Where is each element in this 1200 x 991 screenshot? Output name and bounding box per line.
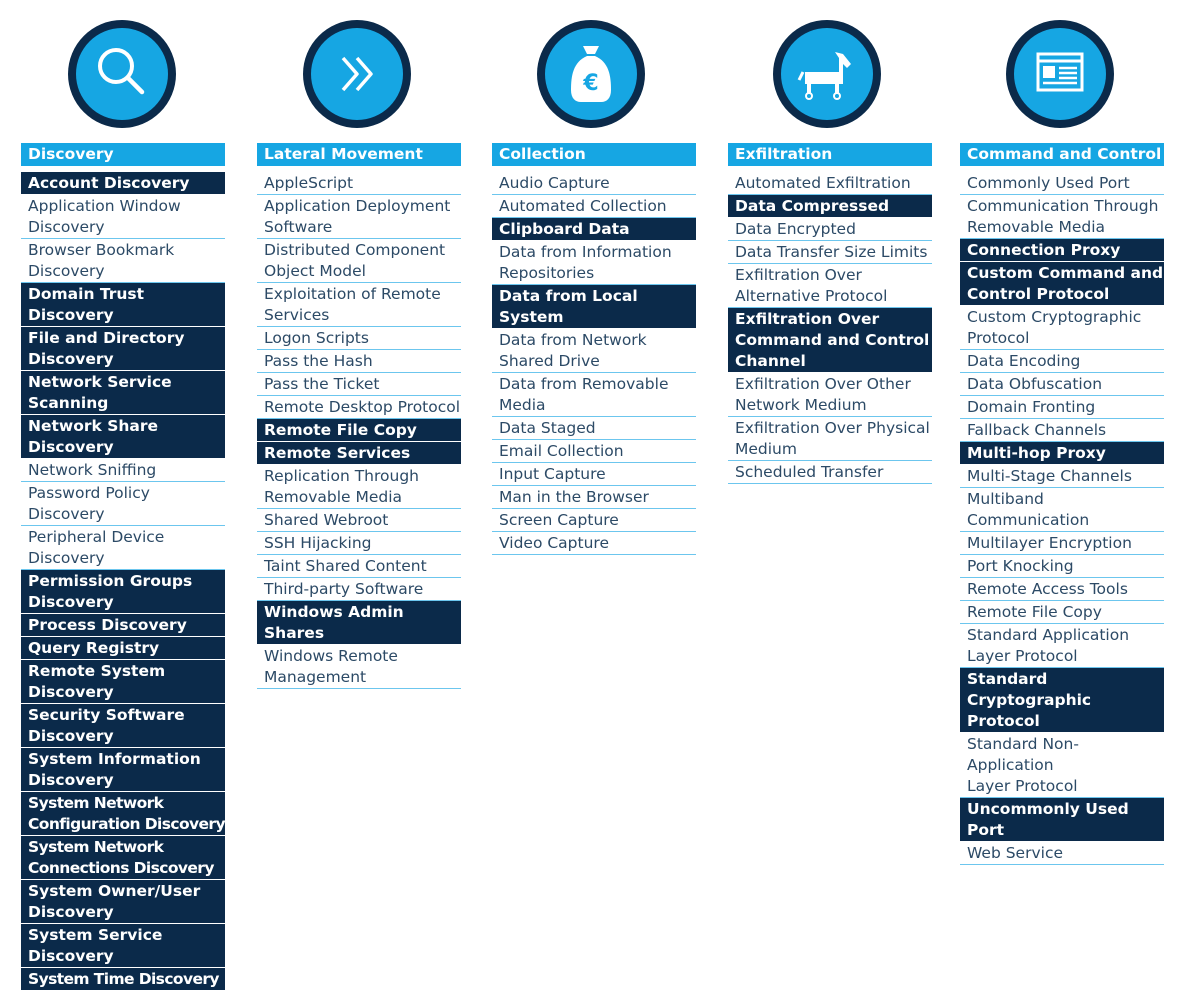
lateral-movement-technique: Logon Scripts	[257, 327, 461, 350]
discovery-technique: Query Registry	[21, 637, 225, 660]
collection-technique: Data from Removable Media	[492, 373, 696, 417]
browser-window-icon	[1014, 28, 1106, 120]
command-and-control-technique: Multi-hop Proxy	[960, 442, 1164, 465]
collection-technique: Video Capture	[492, 532, 696, 555]
discovery-technique: Process Discovery	[21, 614, 225, 637]
money-bag-icon	[545, 28, 637, 120]
double-chevron-icon	[311, 28, 403, 120]
collection-technique: Input Capture	[492, 463, 696, 486]
discovery-technique: Permission Groups Discovery	[21, 570, 225, 614]
discovery-technique: Network Service Scanning	[21, 371, 225, 415]
discovery-technique: System Information Discovery	[21, 748, 225, 792]
exfiltration-icon-badge	[773, 20, 881, 128]
command-and-control-technique: Domain Fronting	[960, 396, 1164, 419]
command-and-control-technique: Multi-Stage Channels	[960, 465, 1164, 488]
discovery-technique: Network Sniffing	[21, 459, 225, 482]
command-and-control-technique: Custom Command and Control Protocol	[960, 262, 1164, 306]
discovery-technique: Network Share Discovery	[21, 415, 225, 459]
lateral-movement-technique: Shared Webroot	[257, 509, 461, 532]
collection-technique: Data from Local System	[492, 285, 696, 329]
command-and-control-list	[960, 172, 1164, 865]
discovery-technique: System Network Configuration Discovery	[21, 792, 225, 836]
collection-technique: Data Staged	[492, 417, 696, 440]
discovery-technique: Security Software Discovery	[21, 704, 225, 748]
euro-glyph: €	[583, 71, 599, 96]
discovery-header: Discovery	[21, 143, 225, 166]
lateral-movement-list	[257, 172, 461, 689]
lateral-movement-technique: AppleScript	[257, 172, 461, 195]
collection-technique: Automated Collection	[492, 195, 696, 218]
discovery-technique: Domain Trust Discovery	[21, 283, 225, 327]
command-and-control-icon-badge	[1006, 20, 1114, 128]
command-and-control-technique: Data Encoding	[960, 350, 1164, 373]
collection-icon-badge	[537, 20, 645, 128]
exfiltration-technique: Data Transfer Size Limits	[728, 241, 932, 264]
command-and-control-technique: Connection Proxy	[960, 239, 1164, 262]
lateral-movement-technique: Replication Through Removable Media	[257, 465, 461, 509]
lateral-movement-technique: Pass the Hash	[257, 350, 461, 373]
collection-technique: Data from Information Repositories	[492, 241, 696, 285]
exfiltration-technique: Exfiltration Over Command and Control Channel	[728, 308, 932, 373]
discovery-icon-badge	[68, 20, 176, 128]
discovery-technique: Account Discovery	[21, 172, 225, 195]
discovery-technique: System Owner/User Discovery	[21, 880, 225, 924]
lateral-movement-technique: Remote Desktop Protocol	[257, 396, 461, 419]
command-and-control-technique: Port Knocking	[960, 555, 1164, 578]
command-and-control-technique: Communication Through Removable Media	[960, 195, 1164, 239]
command-and-control-technique: Data Obfuscation	[960, 373, 1164, 396]
lateral-movement-technique: Remote Services	[257, 442, 461, 465]
command-and-control-technique: Remote Access Tools	[960, 578, 1164, 601]
lateral-movement-technique: Exploitation of Remote Services	[257, 283, 461, 327]
collection-list	[492, 172, 696, 555]
lateral-movement-technique: Taint Shared Content	[257, 555, 461, 578]
trojan-horse-icon	[781, 28, 873, 120]
discovery-list	[21, 172, 225, 991]
command-and-control-technique: Standard Application Layer Protocol	[960, 624, 1164, 668]
exfiltration-technique: Exfiltration Over Other Network Medium	[728, 373, 932, 417]
command-and-control-technique: Multiband Communication	[960, 488, 1164, 532]
lateral-movement-technique: Remote File Copy	[257, 419, 461, 442]
command-and-control-technique: Multilayer Encryption	[960, 532, 1164, 555]
command-and-control-technique: Standard Cryptographic Protocol	[960, 668, 1164, 733]
collection-technique: Screen Capture	[492, 509, 696, 532]
exfiltration-header: Exfiltration	[728, 143, 932, 166]
lateral-movement-technique: Third-party Software	[257, 578, 461, 601]
command-and-control-technique: Standard Non-Application Layer Protocol	[960, 733, 1164, 798]
lateral-movement-technique: Distributed Component Object Model	[257, 239, 461, 283]
lateral-movement-icon-badge	[303, 20, 411, 128]
command-and-control-technique: Custom Cryptographic Protocol	[960, 306, 1164, 350]
collection-technique: Clipboard Data	[492, 218, 696, 241]
collection-header: Collection	[492, 143, 696, 166]
command-and-control-technique: Uncommonly Used Port	[960, 798, 1164, 842]
collection-technique: Audio Capture	[492, 172, 696, 195]
discovery-technique: Application Window Discovery	[21, 195, 225, 239]
discovery-technique: File and Directory Discovery	[21, 327, 225, 371]
magnifier-icon	[76, 28, 168, 120]
exfiltration-list	[728, 172, 932, 484]
exfiltration-technique: Scheduled Transfer	[728, 461, 932, 484]
discovery-technique: System Time Discovery	[21, 968, 225, 991]
exfiltration-technique: Automated Exfiltration	[728, 172, 932, 195]
lateral-movement-technique: Pass the Ticket	[257, 373, 461, 396]
exfiltration-technique: Exfiltration Over Physical Medium	[728, 417, 932, 461]
command-and-control-technique: Commonly Used Port	[960, 172, 1164, 195]
exfiltration-technique: Exfiltration Over Alternative Protocol	[728, 264, 932, 308]
command-and-control-header: Command and Control	[960, 143, 1164, 166]
lateral-movement-technique: Application Deployment Software	[257, 195, 461, 239]
lateral-movement-header: Lateral Movement	[257, 143, 461, 166]
discovery-technique: System Service Discovery	[21, 924, 225, 968]
discovery-technique: Remote System Discovery	[21, 660, 225, 704]
exfiltration-technique: Data Compressed	[728, 195, 932, 218]
lateral-movement-technique: Windows Admin Shares	[257, 601, 461, 645]
exfiltration-technique: Data Encrypted	[728, 218, 932, 241]
collection-technique: Data from Network Shared Drive	[492, 329, 696, 373]
collection-technique: Email Collection	[492, 440, 696, 463]
discovery-technique: Browser Bookmark Discovery	[21, 239, 225, 283]
discovery-technique: Password Policy Discovery	[21, 482, 225, 526]
lateral-movement-technique: SSH Hijacking	[257, 532, 461, 555]
command-and-control-technique: Fallback Channels	[960, 419, 1164, 442]
lateral-movement-technique: Windows Remote Management	[257, 645, 461, 689]
command-and-control-technique: Web Service	[960, 842, 1164, 865]
discovery-technique: System Network Connections Discovery	[21, 836, 225, 880]
discovery-technique: Peripheral Device Discovery	[21, 526, 225, 570]
collection-technique: Man in the Browser	[492, 486, 696, 509]
command-and-control-technique: Remote File Copy	[960, 601, 1164, 624]
